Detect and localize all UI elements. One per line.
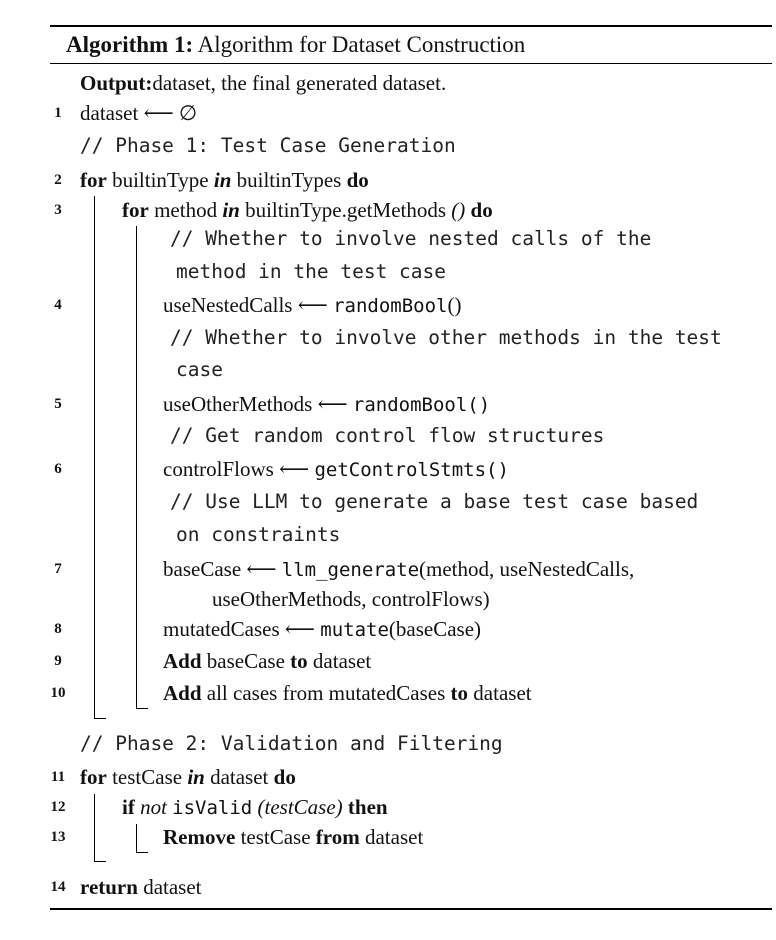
comment-llm-2: on constraints — [176, 523, 341, 546]
algo-line-9: Add baseCase to dataset — [163, 649, 372, 673]
algo-line-12: if not isValid (testCase) then — [122, 795, 388, 819]
algo-line-14: return dataset — [80, 875, 202, 899]
algo-line-13: Remove testCase from dataset — [163, 825, 424, 849]
comment-other-methods-1: // Whether to involve other methods in the test — [170, 326, 722, 349]
line-number: 14 — [50, 879, 66, 895]
outer-for2-bracket-end — [94, 861, 106, 862]
algo-line-6: controlFlows ⟵ getControlStmts() — [163, 457, 509, 481]
outer-for2-bracket — [94, 794, 95, 862]
if-bracket-end — [136, 852, 148, 853]
top-rule — [50, 25, 772, 27]
outer-for-bracket — [94, 196, 95, 719]
algorithm-caption — [66, 31, 525, 59]
comment-other-methods-2: case — [176, 358, 223, 381]
comment-nested-calls-2: method in the test case — [176, 260, 447, 283]
line-number: 4 — [54, 297, 62, 313]
line-number: 10 — [50, 685, 66, 701]
algo-line-10: Add all cases from mutatedCases to dataset — [163, 681, 532, 705]
line-number: 13 — [50, 829, 66, 845]
line-number: 5 — [54, 396, 62, 412]
algo-line-7: baseCase ⟵ llm_generate(method, useNestedCalls, — [163, 557, 635, 581]
phase2-comment: // Phase 2: Validation and Filtering — [80, 732, 503, 755]
line-number: 8 — [54, 621, 62, 637]
line-number: 9 — [54, 653, 62, 669]
comment-nested-calls-1: // Whether to involve nested calls of the — [170, 227, 652, 250]
comment-control-flow: // Get random control flow structures — [170, 424, 605, 447]
algo-line-2: for builtinType in builtinTypes do — [80, 168, 369, 192]
bottom-rule — [50, 908, 772, 910]
line-number: 7 — [54, 561, 62, 577]
line-number: 12 — [50, 799, 66, 815]
line-number: 1 — [54, 105, 62, 121]
algo-line-7-cont: useOtherMethods, controlFlows) — [212, 587, 490, 611]
line-number: 6 — [54, 461, 62, 477]
algo-line-11: for testCase in dataset do — [80, 765, 296, 789]
algorithm-label: Algorithm 1: — [66, 32, 194, 57]
line-number: 2 — [54, 172, 62, 188]
line-number: 3 — [54, 202, 62, 218]
output-text: dataset, the final generated dataset. — [152, 71, 447, 95]
if-bracket — [136, 824, 137, 853]
algo-line-1: dataset ⟵ ∅ — [80, 101, 198, 125]
algorithm-title: Algorithm for Dataset Construction — [197, 32, 526, 57]
comment-llm-1: // Use LLM to generate a base test case based — [170, 490, 699, 513]
line-number: 11 — [50, 769, 66, 785]
output-label: Output: — [80, 71, 153, 95]
outer-for-bracket-end — [94, 718, 106, 719]
algo-line-3: for method in builtinType.getMethods () do — [122, 198, 493, 222]
inner-for-bracket — [136, 226, 137, 709]
algo-line-8: mutatedCases ⟵ mutate(baseCase) — [163, 617, 482, 641]
header-rule — [50, 63, 772, 64]
phase1-comment: // Phase 1: Test Case Generation — [80, 134, 456, 157]
algo-line-5: useOtherMethods ⟵ randomBool() — [163, 392, 491, 416]
algo-line-4: useNestedCalls ⟵ randomBool() — [163, 293, 462, 317]
inner-for-bracket-end — [136, 708, 148, 709]
output-line — [80, 70, 446, 96]
